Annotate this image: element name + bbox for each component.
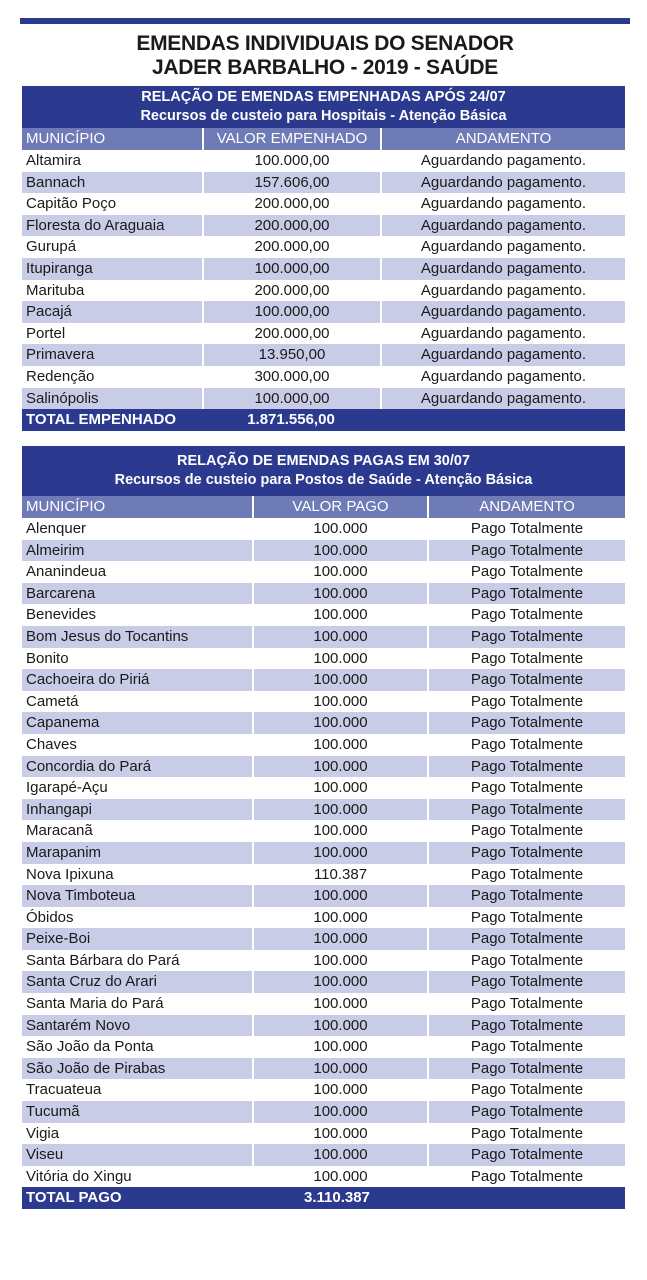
column-valor-empenhado: VALOR EMPENHADO	[202, 128, 380, 150]
table-row	[22, 604, 625, 626]
cell-municipio: Itupiranga	[26, 259, 93, 277]
table-row	[22, 734, 625, 756]
cell-municipio: Bom Jesus do Tocantins	[26, 627, 189, 645]
table-row	[22, 366, 625, 388]
cell-municipio: Peixe-Boi	[26, 930, 91, 948]
cell-andamento: Pago Totalmente	[427, 1036, 625, 1058]
table-row	[22, 691, 625, 713]
cell-valor: 100.000	[252, 626, 427, 648]
cell-valor: 100.000	[252, 950, 427, 972]
cell-andamento: Pago Totalmente	[427, 1144, 625, 1166]
cell-andamento: Pago Totalmente	[427, 756, 625, 778]
cell-valor: 100.000	[252, 756, 427, 778]
cell-valor: 100.000	[252, 885, 427, 907]
cell-valor: 100.000	[252, 712, 427, 734]
table-empenhadas-column-header	[22, 128, 625, 150]
cell-valor: 100.000	[252, 518, 427, 540]
cell-andamento: Pago Totalmente	[427, 928, 625, 950]
cell-municipio: Altamira	[26, 152, 82, 169]
cell-municipio: Vigia	[26, 1124, 60, 1142]
cell-municipio: Santa Maria do Pará	[26, 995, 164, 1013]
cell-valor: 100.000	[252, 1058, 427, 1080]
table-row	[22, 907, 625, 929]
table-row	[22, 301, 625, 323]
table-row	[22, 280, 625, 302]
table-row	[22, 777, 625, 799]
cell-municipio: Chaves	[26, 735, 77, 753]
cell-andamento: Aguardando pagamento.	[380, 301, 625, 323]
cell-andamento: Aguardando pagamento.	[380, 236, 625, 258]
cell-andamento: Aguardando pagamento.	[380, 258, 625, 280]
cell-andamento: Aguardando pagamento.	[380, 388, 625, 410]
cell-municipio: Santarém Novo	[26, 1016, 131, 1034]
table-row	[22, 540, 625, 562]
cell-valor: 100.000	[252, 1123, 427, 1145]
table-empenhadas-subtitle: Recursos de custeio para Hospitais - Atenção Básica	[140, 108, 507, 124]
table-pagas	[22, 446, 625, 1209]
cell-municipio: São João de Pirabas	[26, 1059, 166, 1077]
cell-valor: 200.000,00	[202, 236, 380, 258]
cell-valor: 300.000,00	[202, 366, 380, 388]
table-empenhadas-body	[22, 150, 625, 409]
table-pagas-subtitle: Recursos de custeio para Postos de Saúde - Atenção Básica	[114, 472, 533, 488]
cell-andamento: Pago Totalmente	[427, 604, 625, 626]
cell-andamento: Pago Totalmente	[427, 864, 625, 886]
cell-municipio: Floresta do Araguaia	[26, 216, 165, 234]
cell-andamento: Pago Totalmente	[427, 885, 625, 907]
cell-valor: 100.000	[252, 583, 427, 605]
cell-andamento: Pago Totalmente	[427, 626, 625, 648]
cell-municipio: Marapanim	[26, 843, 102, 861]
cell-municipio: Concordia do Pará	[26, 757, 152, 775]
cell-municipio: Capitão Poço	[26, 195, 117, 213]
cell-valor: 200.000,00	[202, 193, 380, 215]
table-row	[22, 993, 625, 1015]
cell-valor: 100.000,00	[202, 301, 380, 323]
cell-municipio: Santa Bárbara do Pará	[26, 951, 180, 969]
cell-andamento: Pago Totalmente	[427, 540, 625, 562]
cell-valor: 100.000	[252, 1079, 427, 1101]
cell-municipio: Cachoeira do Piriá	[26, 671, 150, 689]
table-row	[22, 1015, 625, 1037]
total-empenhado-label: TOTAL EMPENHADO	[26, 411, 177, 429]
cell-andamento: Pago Totalmente	[427, 734, 625, 756]
cell-municipio: Primavera	[26, 346, 95, 364]
table-row	[22, 669, 625, 691]
cell-andamento: Pago Totalmente	[427, 691, 625, 713]
cell-municipio: Igarapé-Açu	[26, 779, 108, 797]
table-row	[22, 193, 625, 215]
cell-andamento: Pago Totalmente	[427, 907, 625, 929]
cell-andamento: Pago Totalmente	[427, 993, 625, 1015]
table-row	[22, 1101, 625, 1123]
cell-andamento: Pago Totalmente	[427, 518, 625, 540]
cell-valor: 100.000,00	[202, 150, 380, 172]
cell-municipio: Viseu	[26, 1146, 64, 1164]
total-empenhado-blank	[380, 409, 625, 431]
cell-valor: 100.000	[252, 604, 427, 626]
cell-valor: 100.000	[252, 1166, 427, 1188]
cell-valor: 157.606,00	[202, 172, 380, 194]
table-row	[22, 1144, 625, 1166]
total-empenhado-value: 1.871.556,00	[247, 411, 335, 429]
cell-valor: 100.000	[252, 734, 427, 756]
table-row	[22, 215, 625, 237]
cell-andamento: Pago Totalmente	[427, 820, 625, 842]
cell-valor: 100.000	[252, 971, 427, 993]
table-row	[22, 1036, 625, 1058]
cell-andamento: Pago Totalmente	[427, 950, 625, 972]
table-row	[22, 583, 625, 605]
cell-municipio: São João da Ponta	[26, 1038, 154, 1056]
cell-municipio: Inhangapi	[26, 800, 92, 818]
table-row	[22, 1123, 625, 1145]
cell-municipio: Barcarena	[26, 584, 96, 602]
cell-valor: 100.000	[252, 540, 427, 562]
cell-municipio: Bonito	[26, 649, 69, 667]
table-row	[22, 388, 625, 410]
title-line-1: EMENDAS INDIVIDUAIS DO SENADOR	[136, 32, 514, 55]
cell-municipio: Tracuateua	[26, 1081, 102, 1099]
cell-valor: 100.000	[252, 1101, 427, 1123]
cell-municipio: Ananindeua	[26, 563, 107, 581]
cell-valor: 100.000	[252, 777, 427, 799]
cell-valor: 200.000,00	[202, 215, 380, 237]
table-empenhadas-title: RELAÇÃO DE EMENDAS EMPENHADAS APÓS 24/07	[141, 89, 506, 105]
cell-valor: 200.000,00	[202, 280, 380, 302]
table-row	[22, 950, 625, 972]
cell-valor: 110.387	[252, 864, 427, 886]
cell-valor: 100.000	[252, 1144, 427, 1166]
cell-andamento: Pago Totalmente	[427, 799, 625, 821]
table-row	[22, 561, 625, 583]
cell-valor: 100.000	[252, 820, 427, 842]
cell-andamento: Pago Totalmente	[427, 669, 625, 691]
cell-valor: 100.000	[252, 561, 427, 583]
cell-andamento: Pago Totalmente	[427, 1123, 625, 1145]
cell-andamento: Pago Totalmente	[427, 1101, 625, 1123]
cell-municipio: Pacajá	[26, 303, 72, 321]
cell-municipio: Óbidos	[26, 908, 74, 926]
title-line-2: JADER BARBALHO - 2019 - SAÚDE	[151, 56, 499, 79]
table-row	[22, 150, 625, 172]
cell-valor: 100.000,00	[202, 388, 380, 410]
cell-andamento: Aguardando pagamento.	[380, 366, 625, 388]
cell-municipio: Nova Ipixuna	[26, 865, 114, 883]
total-pago-label: TOTAL PAGO	[26, 1189, 122, 1207]
column-municipio: MUNICÍPIO	[26, 498, 106, 515]
cell-andamento: Pago Totalmente	[427, 583, 625, 605]
table-row	[22, 518, 625, 540]
cell-valor: 100.000	[252, 648, 427, 670]
cell-municipio: Vitória do Xingu	[26, 1167, 132, 1185]
cell-valor: 100.000,00	[202, 258, 380, 280]
cell-valor: 100.000	[252, 799, 427, 821]
table-row	[22, 648, 625, 670]
cell-andamento: Pago Totalmente	[427, 1166, 625, 1188]
top-rule	[20, 18, 630, 24]
table-pagas-body	[22, 518, 625, 1187]
cell-municipio: Benevides	[26, 606, 97, 624]
table-empenhadas-header	[22, 86, 625, 128]
column-andamento: ANDAMENTO	[427, 496, 625, 518]
column-municipio: MUNICÍPIO	[26, 130, 106, 147]
table-row	[22, 626, 625, 648]
table-row	[22, 1058, 625, 1080]
cell-andamento: Pago Totalmente	[427, 971, 625, 993]
table-row	[22, 712, 625, 734]
cell-municipio: Salinópolis	[26, 389, 99, 407]
cell-valor: 100.000	[252, 928, 427, 950]
cell-valor: 200.000,00	[202, 323, 380, 345]
cell-municipio: Gurupá	[26, 238, 77, 256]
table-row	[22, 928, 625, 950]
cell-andamento: Pago Totalmente	[427, 648, 625, 670]
cell-andamento: Pago Totalmente	[427, 777, 625, 799]
cell-valor: 100.000	[252, 691, 427, 713]
table-row	[22, 885, 625, 907]
cell-andamento: Aguardando pagamento.	[380, 215, 625, 237]
cell-municipio: Tucumã	[26, 1103, 80, 1121]
cell-municipio: Redenção	[26, 367, 95, 385]
table-pagas-header	[22, 446, 625, 496]
cell-valor: 13.950,00	[202, 344, 380, 366]
page-title	[20, 32, 630, 80]
table-row	[22, 1079, 625, 1101]
cell-andamento: Pago Totalmente	[427, 561, 625, 583]
table-row	[22, 864, 625, 886]
cell-andamento: Pago Totalmente	[427, 1015, 625, 1037]
cell-andamento: Pago Totalmente	[427, 1079, 625, 1101]
cell-andamento: Aguardando pagamento.	[380, 172, 625, 194]
table-empenhadas	[22, 86, 625, 431]
cell-andamento: Aguardando pagamento.	[380, 323, 625, 345]
cell-municipio: Nova Timboteua	[26, 887, 136, 905]
cell-andamento: Aguardando pagamento.	[380, 280, 625, 302]
table-row	[22, 344, 625, 366]
cell-valor: 100.000	[252, 1036, 427, 1058]
cell-andamento: Pago Totalmente	[427, 712, 625, 734]
cell-municipio: Maracanã	[26, 822, 93, 840]
cell-municipio: Almeirim	[26, 541, 85, 559]
table-empenhadas-total-row	[22, 409, 625, 431]
total-pago-value: 3.110.387	[304, 1189, 370, 1207]
cell-municipio: Marituba	[26, 281, 85, 299]
cell-andamento: Pago Totalmente	[427, 1058, 625, 1080]
column-valor-pago: VALOR PAGO	[252, 496, 427, 518]
table-row	[22, 842, 625, 864]
column-andamento: ANDAMENTO	[380, 128, 625, 150]
cell-municipio: Cametá	[26, 692, 79, 710]
total-pago-blank	[427, 1187, 625, 1209]
table-pagas-column-header	[22, 496, 625, 518]
cell-municipio: Capanema	[26, 714, 100, 732]
cell-municipio: Bannach	[26, 173, 86, 191]
table-pagas-title: RELAÇÃO DE EMENDAS PAGAS EM 30/07	[176, 453, 470, 469]
table-row	[22, 820, 625, 842]
cell-valor: 100.000	[252, 907, 427, 929]
cell-valor: 100.000	[252, 1015, 427, 1037]
cell-valor: 100.000	[252, 669, 427, 691]
table-row	[22, 971, 625, 993]
cell-valor: 100.000	[252, 993, 427, 1015]
table-row	[22, 1166, 625, 1188]
table-row	[22, 756, 625, 778]
cell-andamento: Pago Totalmente	[427, 842, 625, 864]
cell-andamento: Aguardando pagamento.	[380, 150, 625, 172]
cell-andamento: Aguardando pagamento.	[380, 193, 625, 215]
table-row	[22, 323, 625, 345]
cell-valor: 100.000	[252, 842, 427, 864]
table-pagas-total-row	[22, 1187, 625, 1209]
table-row	[22, 172, 625, 194]
cell-andamento: Aguardando pagamento.	[380, 344, 625, 366]
table-row	[22, 258, 625, 280]
cell-municipio: Portel	[26, 324, 66, 342]
table-row	[22, 236, 625, 258]
cell-municipio: Santa Cruz do Arari	[26, 973, 157, 991]
cell-municipio: Alenquer	[26, 520, 87, 537]
table-row	[22, 799, 625, 821]
